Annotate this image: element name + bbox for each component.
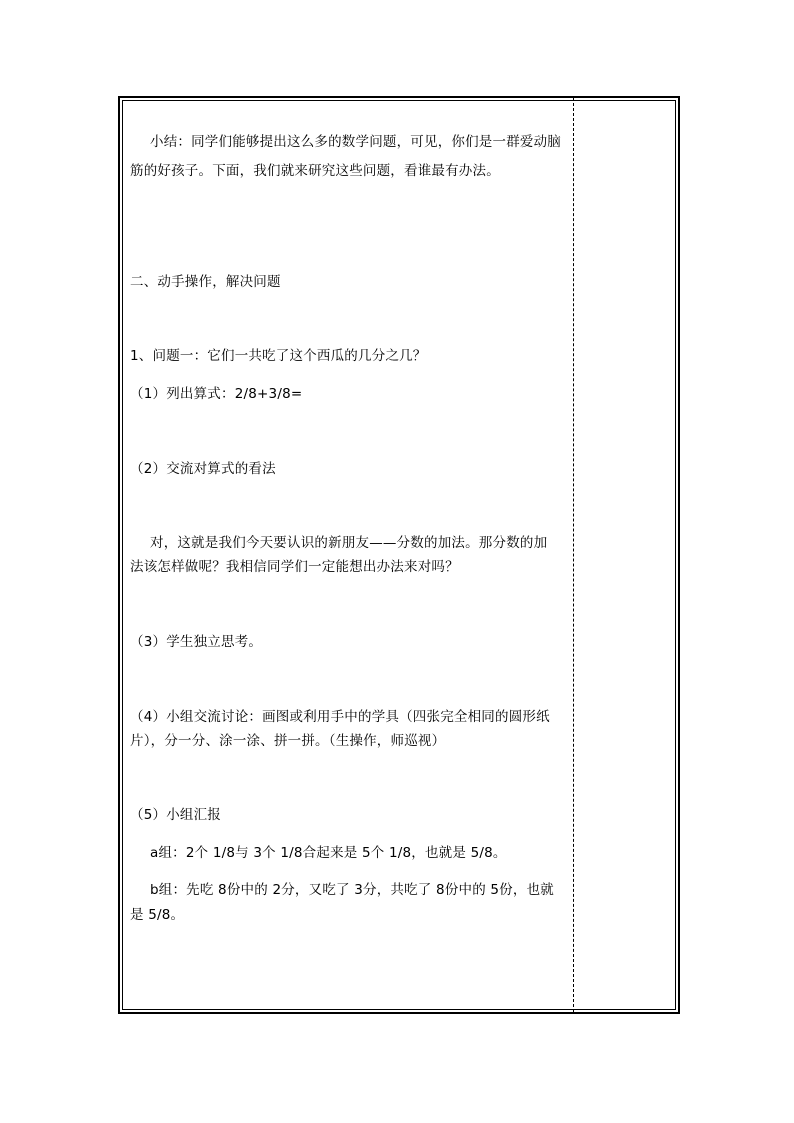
paragraph-line-2: 法该怎样做呢？我相信同学们一定能想出办法来对吗？ <box>130 559 459 575</box>
group-a-report: a组：2个 1/8与 3个 1/8合起来是 5个 1/8，也就是 5/8。 <box>150 845 507 861</box>
column-divider <box>573 98 574 1012</box>
lesson-table <box>118 96 680 1014</box>
step-5: （5）小组汇报 <box>130 807 221 823</box>
group-b-report-line-1: b组：先吃 8份中的 2分，又吃了 3分，共吃了 8份中的 5份，也就 <box>150 882 554 898</box>
summary-line-1: 小结：同学们能够提出这么多的数学问题，可见，你们是一群爱动脑 <box>150 134 561 150</box>
step-4-line-2: 片），分一分、涂一涂、拼一拼。（生操作，师巡视） <box>130 733 446 749</box>
summary-line-2: 筋的好孩子。下面，我们就来研究这些问题，看谁最有办法。 <box>130 163 500 179</box>
section-heading: 二、动手操作，解决问题 <box>130 274 281 290</box>
table-inner-border <box>122 100 676 1010</box>
step-4-line-1: （4）小组交流讨论：画图或利用手中的学具（四张完全相同的圆形纸 <box>130 709 550 725</box>
step-1: （1）列出算式：2/8+3/8= <box>130 386 303 402</box>
paragraph-line-1: 对，这就是我们今天要认识的新朋友——分数的加法。那分数的加 <box>150 535 548 551</box>
step-2: （2）交流对算式的看法 <box>130 461 276 477</box>
group-b-report-line-2: 是 5/8。 <box>130 907 185 923</box>
question-1: 1、问题一：它们一共吃了这个西瓜的几分之几？ <box>130 348 427 364</box>
step-3: （3）学生独立思考。 <box>130 634 263 650</box>
